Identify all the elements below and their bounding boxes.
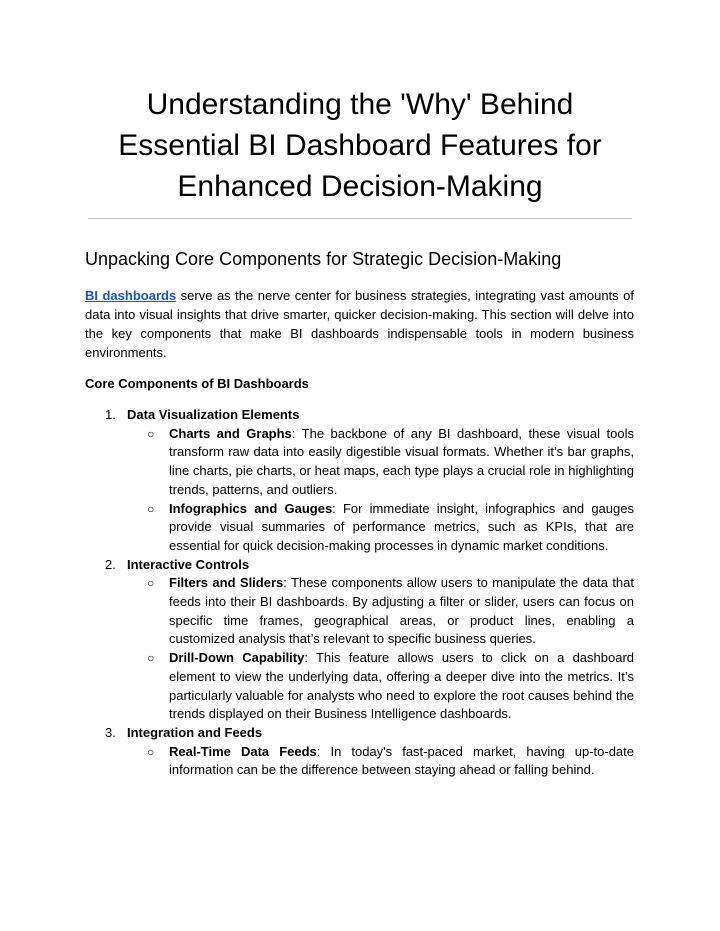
item-number: 2. xyxy=(105,556,116,572)
hollow-bullet-icon: ○ xyxy=(147,651,155,666)
horizontal-divider xyxy=(88,218,632,219)
title-line-3: Enhanced Decision-Making xyxy=(177,170,543,203)
sub-item-term: Drill-Down Capability xyxy=(169,650,305,666)
item-heading: Data Visualization Elements xyxy=(127,407,300,422)
sub-item-text: : The backbone of any BI dashboard, these visual tools transform raw data into easily digestible visual formats. Whether it’s bar graphs, line charts, pie charts, or heat maps, each type plays a crucial role in highlighting trends, patterns, and outliers. xyxy=(169,425,634,497)
sub-list-item xyxy=(85,743,634,780)
bi-dashboards-link[interactable]: BI dashboards xyxy=(85,288,177,303)
list-item xyxy=(85,556,634,575)
item-heading: Interactive Controls xyxy=(127,556,250,572)
item-number: 3. xyxy=(105,724,116,740)
item-heading: Integration and Feeds xyxy=(127,724,263,740)
sub-list-item xyxy=(85,649,634,724)
sub-item-term: Infographics and Gauges xyxy=(169,500,333,516)
list-item xyxy=(85,406,634,425)
hollow-bullet-icon: ○ xyxy=(147,744,155,759)
sub-item-text: : In today's fast-paced market, having up-to-date information can be the difference between staying ahead or falling behind. xyxy=(169,743,634,778)
sub-list-item xyxy=(85,574,634,649)
sub-item-text: : For immediate insight, infographics and gauges provide visual summaries of performance metrics, such as KPIs, that are essential for quick decision-making processes in dynamic market conditions. xyxy=(169,500,634,553)
sub-item-text: : This feature allows users to click on a dashboard element to view the underlying data, offering a deeper dive into the metrics. It’s particularly valuable for analysts who need to explore the root causes behind the trends displayed on their Business Intelligence dashboards. xyxy=(169,650,635,722)
numbered-list xyxy=(85,406,634,780)
intro-paragraph xyxy=(85,286,634,362)
title-line-2: Essential BI Dashboard Features for xyxy=(118,129,602,162)
sub-item-term: Real-Time Data Feeds xyxy=(169,743,317,759)
sub-item-text: : These components allow users to manipulate the data that feeds into their BI dashboards. By adjusting a filter or slider, users can focus on specific time frames, geographical areas, or product lines, enabling a customized analysis that’s relevant to specific business queries. xyxy=(169,575,635,647)
core-components-heading: Core Components of BI Dashboards xyxy=(85,376,309,391)
title-line-1: Understanding the 'Why' Behind xyxy=(146,88,574,121)
page-title xyxy=(60,84,660,207)
intro-text: serve as the nerve center for business strategies, integrating vast amounts of data into visual insights that drive smarter, quicker decision-making. This section will delve into the key components that make BI dashboards indispensable tools in modern business environments. xyxy=(85,288,635,360)
hollow-bullet-icon: ○ xyxy=(147,426,155,441)
section-heading: Unpacking Core Components for Strategic Decision-Making xyxy=(85,249,562,269)
sub-item-term: Filters and Sliders xyxy=(169,575,284,591)
list-item xyxy=(85,724,634,743)
sub-item-term: Charts and Graphs xyxy=(169,425,292,441)
hollow-bullet-icon: ○ xyxy=(147,501,155,516)
hollow-bullet-icon: ○ xyxy=(147,576,155,591)
item-number: 1. xyxy=(105,407,116,422)
sub-list-item xyxy=(85,500,634,556)
sub-list-item xyxy=(85,425,634,500)
